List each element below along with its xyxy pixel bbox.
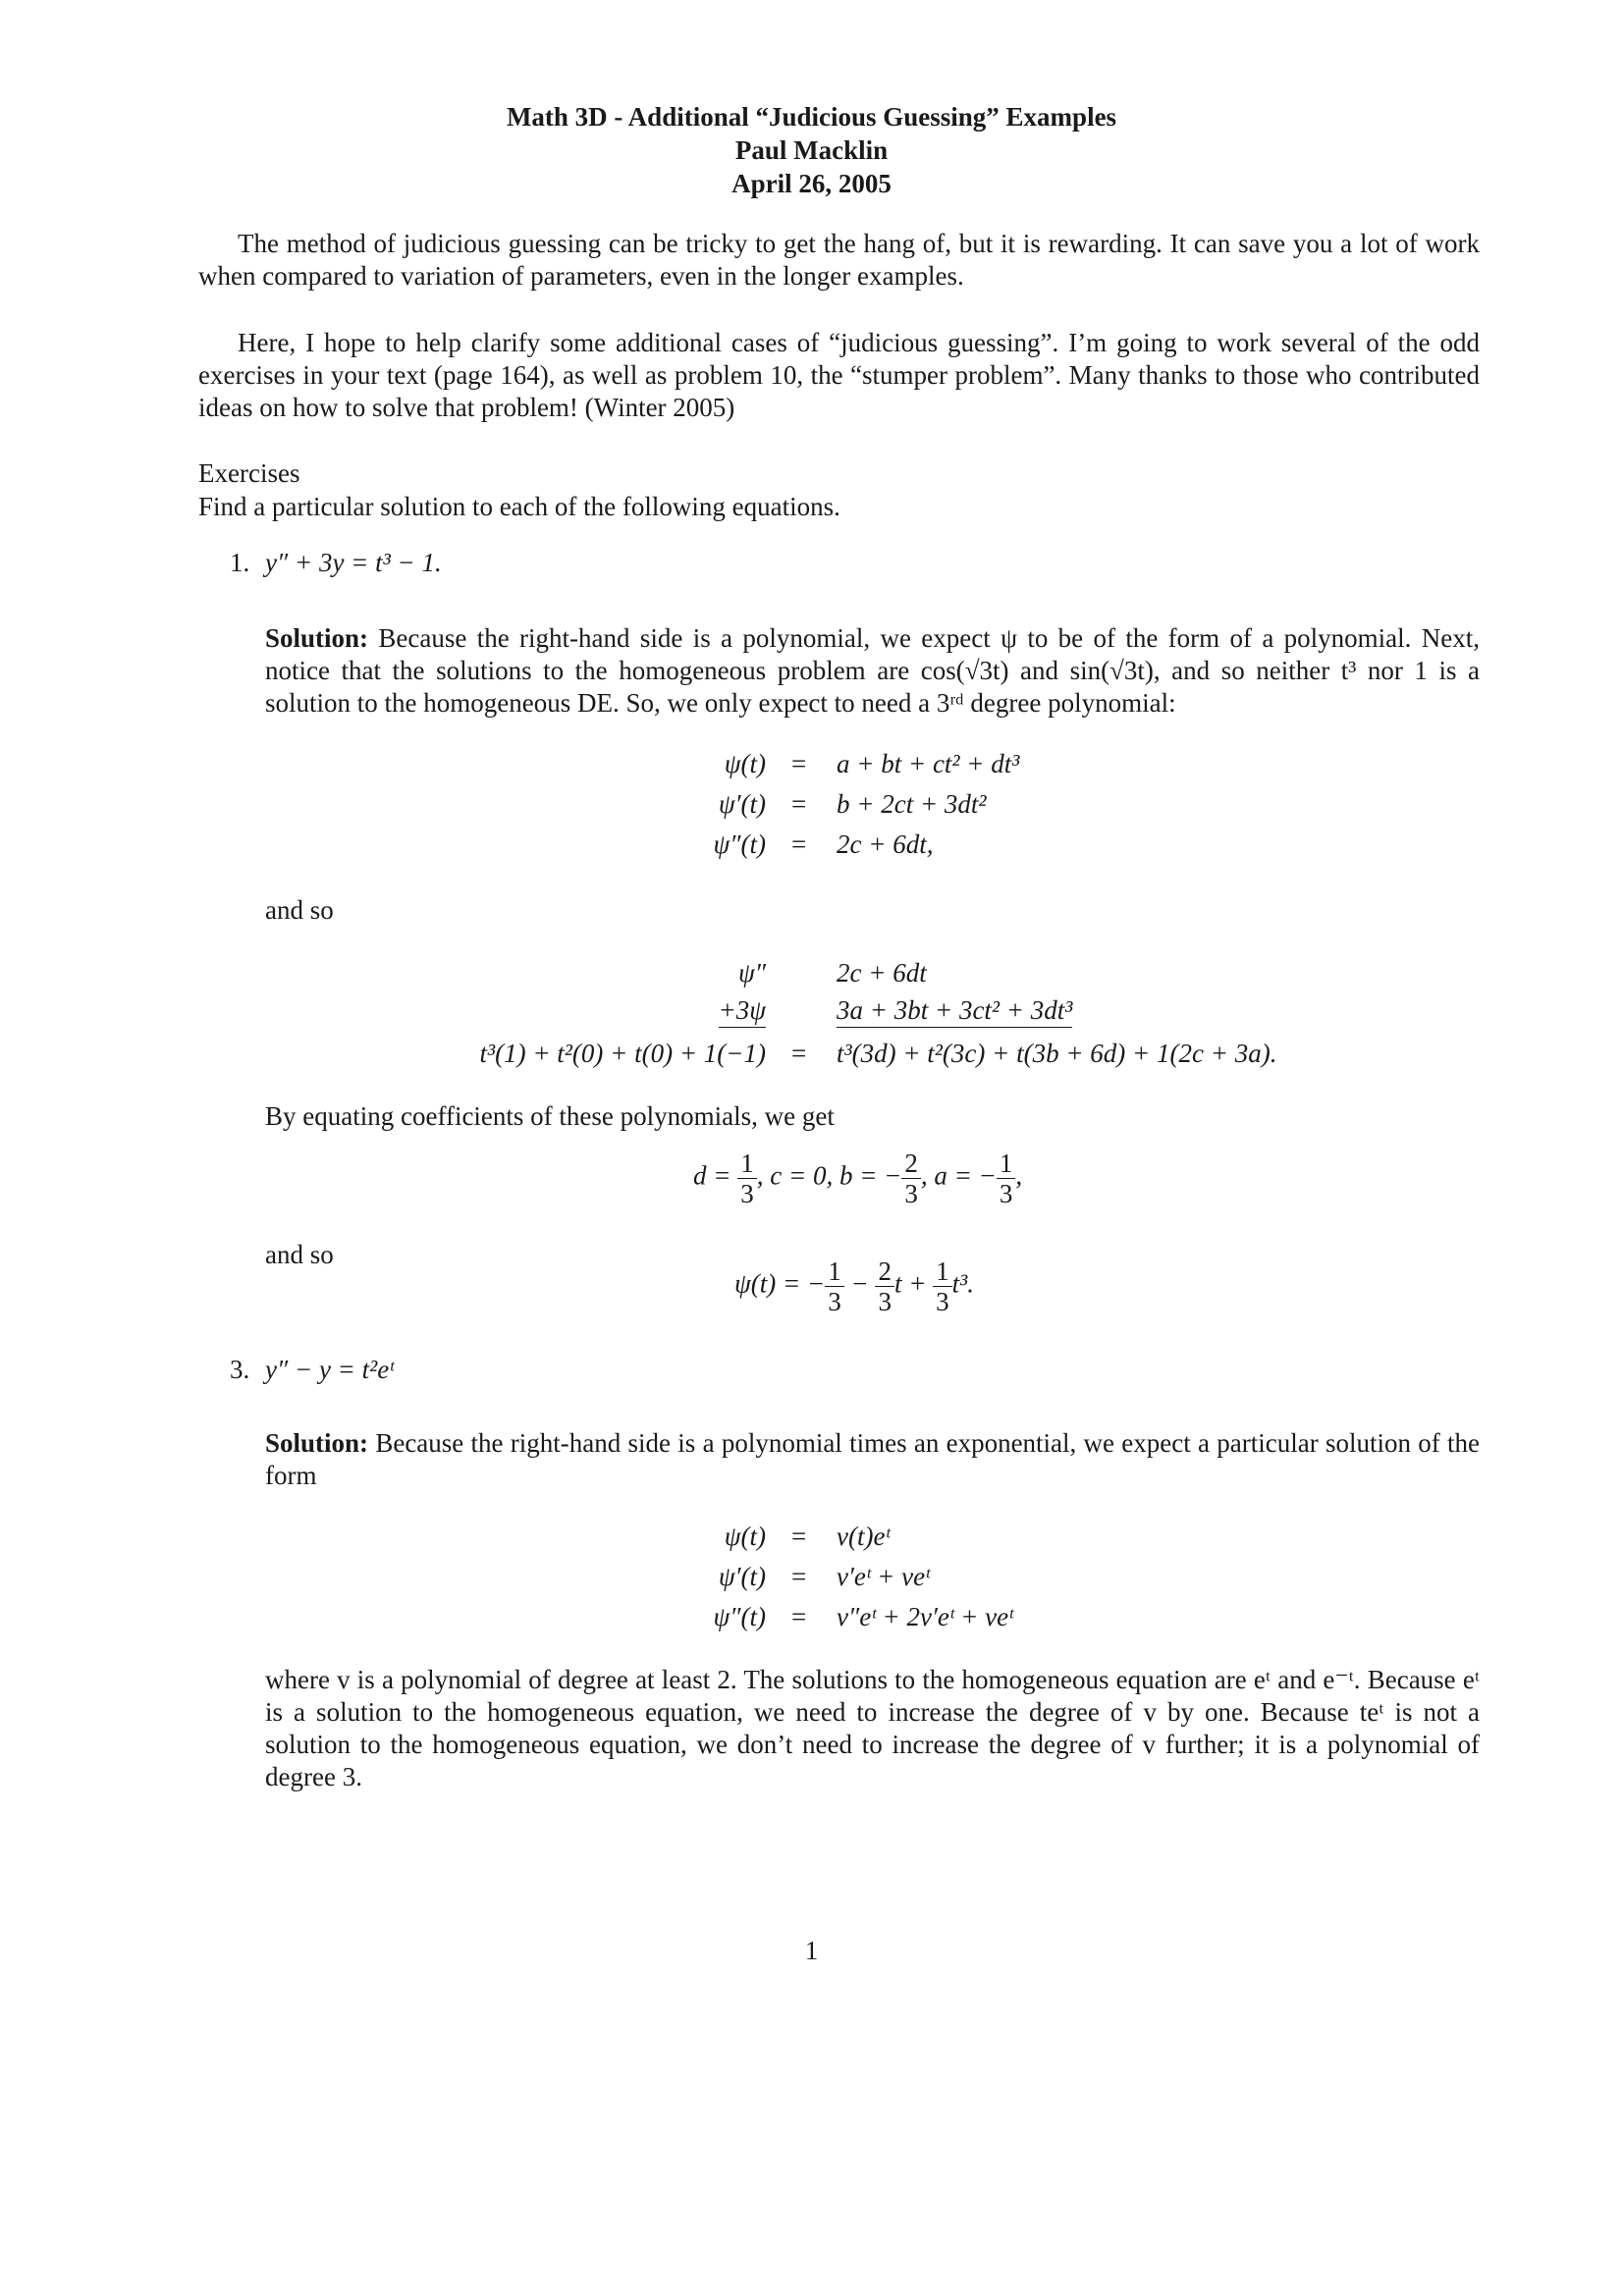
align3-rhs-1: v(t)eᵗ [837,1522,890,1551]
document-date: April 26, 2005 [731,169,892,198]
sum-rhs-2-text: 3a + 3bt + 3ct² + 3dt³ [837,995,1072,1028]
problem-3-solution [265,1427,1480,1492]
and-so-2: and so [265,1240,334,1269]
frac-b-num: 2 [901,1148,921,1179]
align1-lhs-2: ψ′(t) [718,789,766,819]
frac-d [737,1148,757,1208]
frac-f1 [825,1256,844,1316]
equate-text: By equating coefficients of these polynomials, we get [265,1101,835,1131]
problem-3-equation: y″ − y = t²eᵗ [265,1355,394,1384]
align3-lhs-1: ψ(t) [724,1522,766,1551]
problem-1-equation: y″ + 3y = t³ − 1. [265,548,442,577]
sum-lhs-2 [393,994,766,1027]
frac-a-num: 1 [997,1148,1016,1179]
sum-eq-3: = [791,1039,807,1068]
psi-final-end: t³. [951,1268,975,1299]
frac-a-den: 3 [999,1179,1013,1208]
coefficients-equation [693,1148,1022,1208]
frac-d-num: 1 [737,1148,757,1179]
align3-rhs-3: v″eᵗ + 2v′eᵗ + veᵗ [837,1602,1013,1631]
align1-eq-1: = [791,749,807,778]
exercises-instruction: Find a particular solution to each of the following equations. [198,492,840,521]
psi-final-mid1: − [843,1268,876,1299]
align1-lhs-1: ψ(t) [724,749,766,778]
document-title: Math 3D - Additional “Judicious Guessing” Examples [506,102,1117,132]
solution-label: Solution: [265,623,369,653]
align3-lhs-2: ψ′(t) [718,1562,766,1591]
sum-rhs-2 [837,994,1072,1027]
coeff-d-label: d = [693,1160,731,1191]
and-so-1: and so [265,895,334,925]
intro-paragraph-1: The method of judicious guessing can be tricky to get the hang of, but it is rewarding. It can save you a lot of work when compared to variation of parameters, even in the longer examples. [198,229,1480,291]
solution-text-3: Because the right-hand side is a polynomial times an exponential, we expect a particular solution of the form [265,1428,1481,1490]
problem-3-number: 3. [230,1355,250,1384]
frac-f3-num: 1 [933,1256,952,1287]
problem-1-solution [265,622,1480,720]
frac-f3 [933,1256,952,1316]
align1-lhs-3: ψ″(t) [713,829,766,859]
psi-final-mid2: t + [893,1268,934,1299]
frac-d-den: 3 [740,1179,754,1208]
frac-f3-den: 3 [936,1287,949,1316]
psi-final-equation [734,1256,974,1316]
document-author: Paul Macklin [734,135,889,165]
align1-rhs-1: a + bt + ct² + dt³ [837,749,1020,778]
align1-rhs-2: b + 2ct + 3dt² [837,789,987,819]
frac-f1-den: 3 [828,1287,841,1316]
frac-b-den: 3 [904,1179,918,1208]
sum-rhs-3: t³(3d) + t²(3c) + t(3b + 6d) + 1(2c + 3a). [837,1039,1277,1068]
problem-3-closing: where v is a polynomial of degree at least 2. The solutions to the homogeneous equation are eᵗ and e⁻ᵗ. Because eᵗ is a solution to the homogeneous equation, we need to increase the degree of v by one. Because teᵗ is not a solution to the homogeneous equation, we don’t need to increase the degree of v further; it is a polynomial of degree 3. [265,1665,1480,1791]
psi-final-lhs: ψ(t) = − [734,1268,826,1299]
align3-eq-2: = [791,1562,807,1591]
coeff-a-text: , a = − [920,1160,997,1191]
frac-f2-num: 2 [875,1256,894,1287]
intro-paragraph-2: Here, I hope to help clarify some additional cases of “judicious guessing”. I’m going to work several of the odd exercises in your text (page 164), as well as problem 10, the “stumper problem”. Many thanks to those who contributed ideas on how to solve that problem! (Winter 2005) [198,328,1480,422]
solution-text: Because the right-hand side is a polynomial, we expect ψ to be of the form of a polynomial. Next, notice that the solutions to the homogeneous problem are cos(√3t) and sin(√3t), and so neither t³ nor 1 is a solution to the homogeneous DE. So, we only expect to need a 3ʳᵈ degree polynomial: [265,623,1481,718]
align1-eq-2: = [791,789,807,819]
page-number: 1 [804,1936,819,1965]
frac-f2 [875,1256,894,1316]
frac-a [997,1148,1016,1208]
align1-eq-3: = [791,829,807,859]
exercises-heading: Exercises [198,458,300,488]
align3-eq-1: = [791,1522,807,1551]
sum-lhs-3: t³(1) + t²(0) + t(0) + 1(−1) [479,1039,766,1068]
solution-label-3: Solution: [265,1428,369,1458]
coeff-c-text: , c = 0, b = − [756,1160,902,1191]
frac-f2-den: 3 [878,1287,892,1316]
sum-lhs-2-text: +3ψ [719,995,767,1028]
align3-eq-3: = [791,1602,807,1631]
align3-rhs-2: v′eᵗ + veᵗ [837,1562,930,1591]
sum-lhs-1: ψ″ [737,958,766,988]
problem-1-number: 1. [230,548,250,577]
align3-lhs-3: ψ″(t) [713,1602,766,1631]
align1-rhs-3: 2c + 6dt, [837,829,934,859]
frac-b [901,1148,921,1208]
frac-f1-num: 1 [825,1256,844,1287]
coeff-end: , [1015,1160,1023,1191]
sum-rhs-1: 2c + 6dt [837,958,927,988]
